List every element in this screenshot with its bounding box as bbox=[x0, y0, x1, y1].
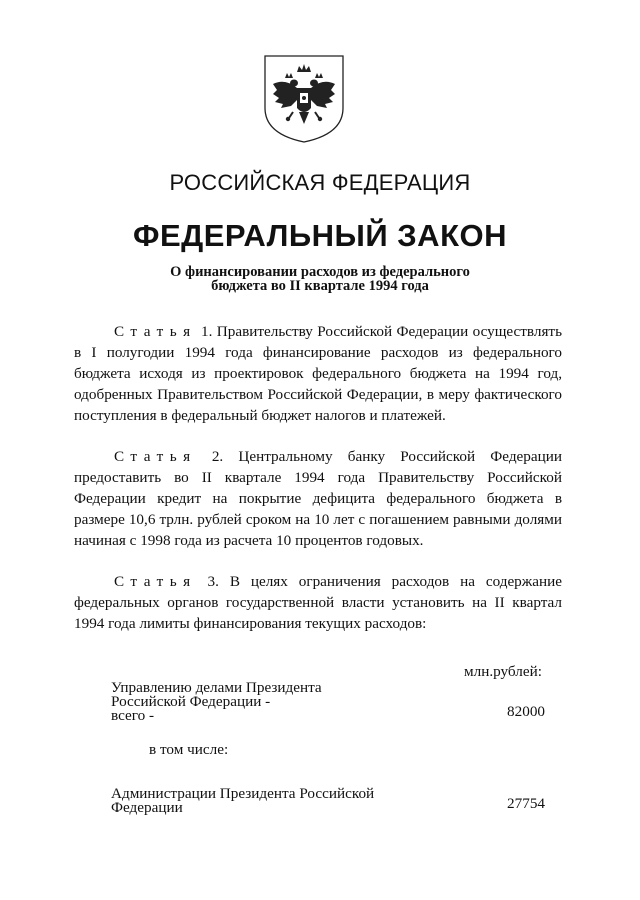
article-number: 1. bbox=[201, 323, 213, 340]
unit-label: млн.рублей: bbox=[464, 663, 542, 680]
article-text: В целях ограничения расходов на содержание bbox=[229, 573, 563, 590]
limit-item-amount: 27754 bbox=[507, 795, 545, 812]
country-name: РОССИЙСКАЯ ФЕДЕРАЦИЯ bbox=[169, 170, 471, 195]
article-line bbox=[74, 446, 562, 467]
limit-item-label bbox=[111, 681, 322, 723]
article-line: предоставить во II квартале 1994 года Правительству Российской bbox=[74, 469, 562, 486]
article-text: Центральному банку Российской Федерации bbox=[238, 448, 563, 465]
article-1 bbox=[74, 321, 562, 426]
law-type-heading: ФЕДЕРАЛЬНЫЙ ЗАКОН bbox=[132, 218, 507, 253]
article-2 bbox=[74, 446, 562, 551]
article-label: Статья bbox=[114, 573, 197, 590]
limit-item-label-line: Управлению делами Президента bbox=[111, 679, 322, 696]
limit-item-label-line: Федерации bbox=[111, 799, 183, 816]
article-line: бюджета исходя из проектировок федерального бюджета на 1994 год, bbox=[74, 365, 562, 382]
limit-item-label-line: Российской Федерации - bbox=[111, 693, 271, 710]
limit-item-label bbox=[111, 787, 374, 815]
law-title-line: бюджета во II квартале 1994 года bbox=[211, 278, 429, 294]
article-line bbox=[74, 321, 562, 342]
article-line: 1994 года лимиты финансирования текущих расходов: bbox=[74, 615, 427, 632]
article-line: начиная с 1998 года из расчета 10 процентов годовых. bbox=[74, 532, 424, 549]
including-label: в том числе: bbox=[149, 741, 229, 758]
article-label: Статья bbox=[114, 448, 197, 465]
limit-item-label-line: всего - bbox=[111, 707, 155, 724]
limit-item-amount: 82000 bbox=[507, 703, 545, 720]
law-title-line: О финансировании расходов из федерального bbox=[170, 264, 470, 280]
article-number: 2. bbox=[211, 448, 224, 465]
law-title bbox=[0, 265, 640, 293]
article-text: Правительству Российской Федерации осуществлять bbox=[216, 323, 562, 340]
article-3 bbox=[74, 571, 562, 634]
double-headed-eagle-emblem-icon bbox=[261, 54, 347, 144]
article-number: 3. bbox=[207, 573, 219, 590]
article-line: поступления в федеральный бюджет налогов и платежей. bbox=[74, 407, 446, 424]
article-line: федеральных органов государственной власти установить на II квартал bbox=[74, 594, 562, 611]
article-line: размере 10,6 трлн. рублей сроком на 10 лет с погашением равными долями bbox=[74, 511, 562, 528]
article-line bbox=[74, 571, 562, 592]
limit-item-label-line: Администрации Президента Российской bbox=[111, 785, 375, 802]
article-line: в I полугодии 1994 года финансирование расходов из федерального bbox=[74, 344, 562, 361]
article-line: одобренных Правительством Российской Федерации, в меру фактического bbox=[74, 386, 562, 403]
article-line: Федерации кредит на покрытие дефицита федерального бюджета в bbox=[74, 490, 562, 507]
article-label: Статья bbox=[114, 323, 197, 340]
